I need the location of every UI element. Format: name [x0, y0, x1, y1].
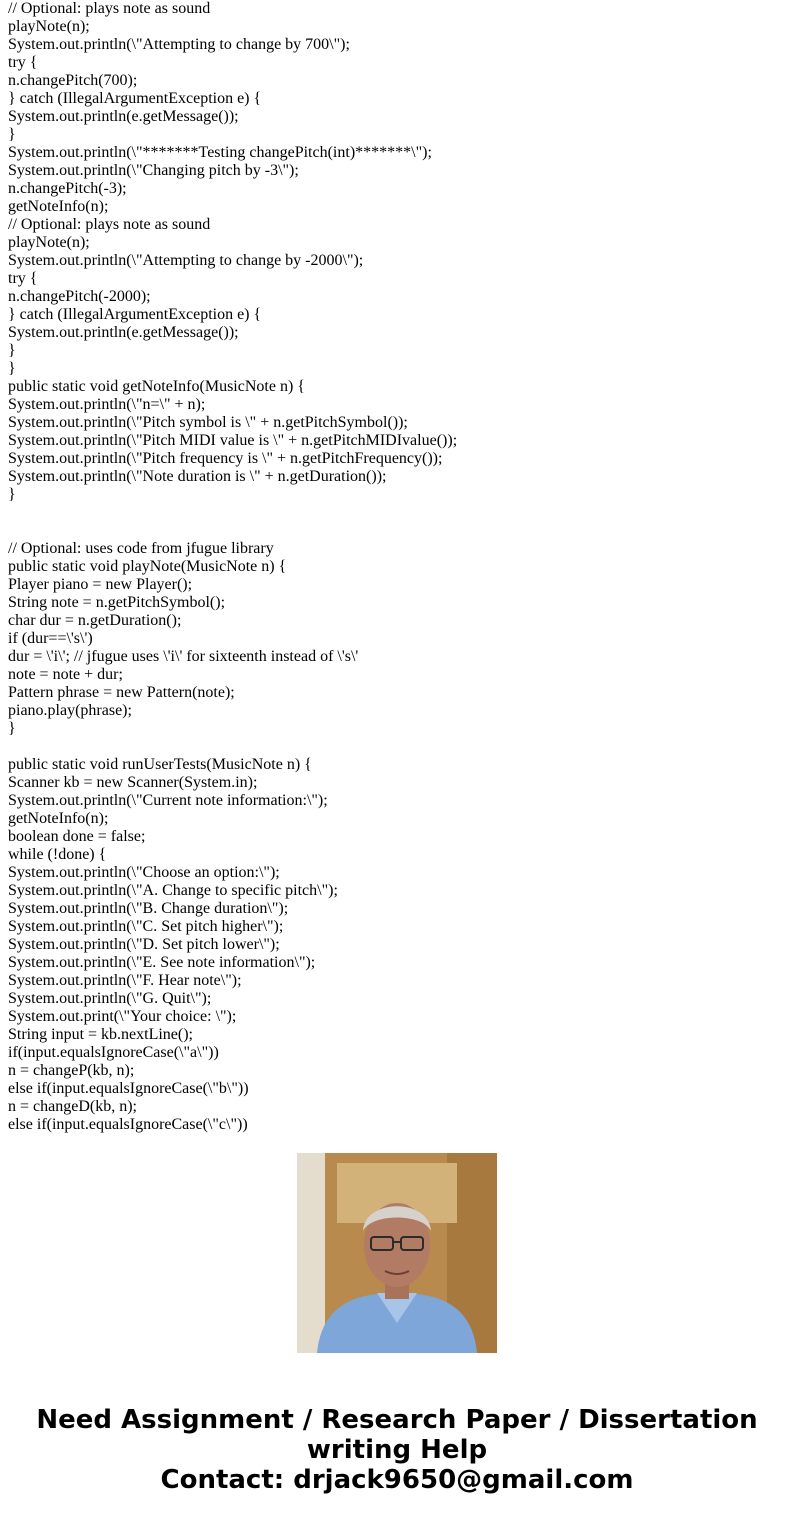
code-line: System.out.println(\"Pitch frequency is \" + n.getPitchFrequency());	[8, 450, 443, 467]
code-line: if(input.equalsIgnoreCase(\"a\"))	[8, 1044, 219, 1061]
code-line: while (!done) {	[8, 846, 107, 863]
code-line: Pattern phrase = new Pattern(note);	[8, 684, 235, 701]
code-line: }	[8, 342, 16, 359]
code-line: else if(input.equalsIgnoreCase(\"b\"))	[8, 1080, 249, 1097]
code-line: playNote(n);	[8, 18, 90, 35]
code-line: System.out.println(\"D. Set pitch lower\");	[8, 936, 280, 953]
code-line: // Optional: plays note as sound	[8, 216, 211, 233]
code-line: getNoteInfo(n);	[8, 810, 109, 827]
code-line: n = changeP(kb, n);	[8, 1062, 135, 1079]
code-line: else if(input.equalsIgnoreCase(\"c\"))	[8, 1116, 248, 1133]
code-line: n.changePitch(700);	[8, 72, 138, 89]
code-line: }	[8, 126, 16, 143]
presenter-photo	[297, 1153, 497, 1353]
code-line: System.out.println(\"F. Hear note\");	[8, 972, 242, 989]
code-line: n = changeD(kb, n);	[8, 1098, 137, 1115]
code-line	[8, 738, 788, 756]
code-line: String note = n.getPitchSymbol();	[8, 594, 226, 611]
code-line: }	[8, 720, 16, 737]
code-line: char dur = n.getDuration();	[8, 612, 182, 629]
code-line: System.out.println(e.getMessage());	[8, 108, 239, 125]
code-line: System.out.println(\"*******Testing changePitch(int)*******\");	[8, 144, 432, 161]
contact-banner	[0, 1405, 794, 1495]
code-line: }	[8, 486, 16, 503]
code-line	[8, 504, 788, 522]
code-line: System.out.println(e.getMessage());	[8, 324, 239, 341]
code-line: System.out.println(\"Choose an option:\");	[8, 864, 280, 881]
code-line: }	[8, 360, 16, 377]
code-line: } catch (IllegalArgumentException e) {	[8, 306, 262, 323]
code-line: System.out.println(\"Changing pitch by -3\");	[8, 162, 299, 179]
code-line: System.out.println(\"n=\" + n);	[8, 396, 206, 413]
code-line: // Optional: uses code from jfugue library	[8, 540, 274, 557]
code-line: // Optional: plays note as sound	[8, 0, 211, 17]
code-line: System.out.println(\"Note duration is \" + n.getDuration());	[8, 468, 387, 485]
code-line: public static void getNoteInfo(MusicNote n) {	[8, 378, 305, 395]
banner-line-1: Need Assignment / Research Paper / Dissertation	[36, 1405, 758, 1435]
banner-line-2: writing Help	[306, 1435, 488, 1465]
code-line: if (dur==\'s\')	[8, 630, 93, 647]
code-line: n.changePitch(-3);	[8, 180, 127, 197]
code-line: } catch (IllegalArgumentException e) {	[8, 90, 262, 107]
code-line	[8, 522, 788, 540]
code-line: try {	[8, 270, 38, 287]
code-line: System.out.println(\"Attempting to change by 700\");	[8, 36, 350, 53]
code-line: System.out.println(\"Pitch MIDI value is \" + n.getPitchMIDIvalue());	[8, 432, 458, 449]
code-line: System.out.println(\"Pitch symbol is \" + n.getPitchSymbol());	[8, 414, 408, 431]
code-line: public static void runUserTests(MusicNote n) {	[8, 756, 312, 773]
code-line: System.out.println(\"E. See note information\");	[8, 954, 316, 971]
code-line: String input = kb.nextLine();	[8, 1026, 193, 1043]
code-line: public static void playNote(MusicNote n) {	[8, 558, 287, 575]
code-line: Player piano = new Player();	[8, 576, 193, 593]
code-line: System.out.println(\"C. Set pitch higher\");	[8, 918, 284, 935]
contact-email: Contact: drjack9650@gmail.com	[160, 1465, 634, 1495]
code-line: System.out.println(\"A. Change to specific pitch\");	[8, 882, 338, 899]
code-line: System.out.println(\"B. Change duration\");	[8, 900, 289, 917]
code-line: try {	[8, 54, 38, 71]
code-listing	[8, 0, 788, 1133]
code-line: dur = \'i\'; // jfugue uses \'i\' for sixteenth instead of \'s\'	[8, 648, 359, 665]
code-line: boolean done = false;	[8, 828, 146, 845]
code-line: Scanner kb = new Scanner(System.in);	[8, 774, 258, 791]
code-line: n.changePitch(-2000);	[8, 288, 151, 305]
code-line: System.out.println(\"Current note information:\");	[8, 792, 328, 809]
code-line: getNoteInfo(n);	[8, 198, 109, 215]
code-line: System.out.println(\"G. Quit\");	[8, 990, 212, 1007]
avatar	[297, 1153, 497, 1353]
code-line: note = note + dur;	[8, 666, 123, 683]
code-line: System.out.println(\"Attempting to change by -2000\");	[8, 252, 364, 269]
code-line: playNote(n);	[8, 234, 90, 251]
code-line: System.out.print(\"Your choice: \");	[8, 1008, 237, 1025]
code-line: piano.play(phrase);	[8, 702, 132, 719]
